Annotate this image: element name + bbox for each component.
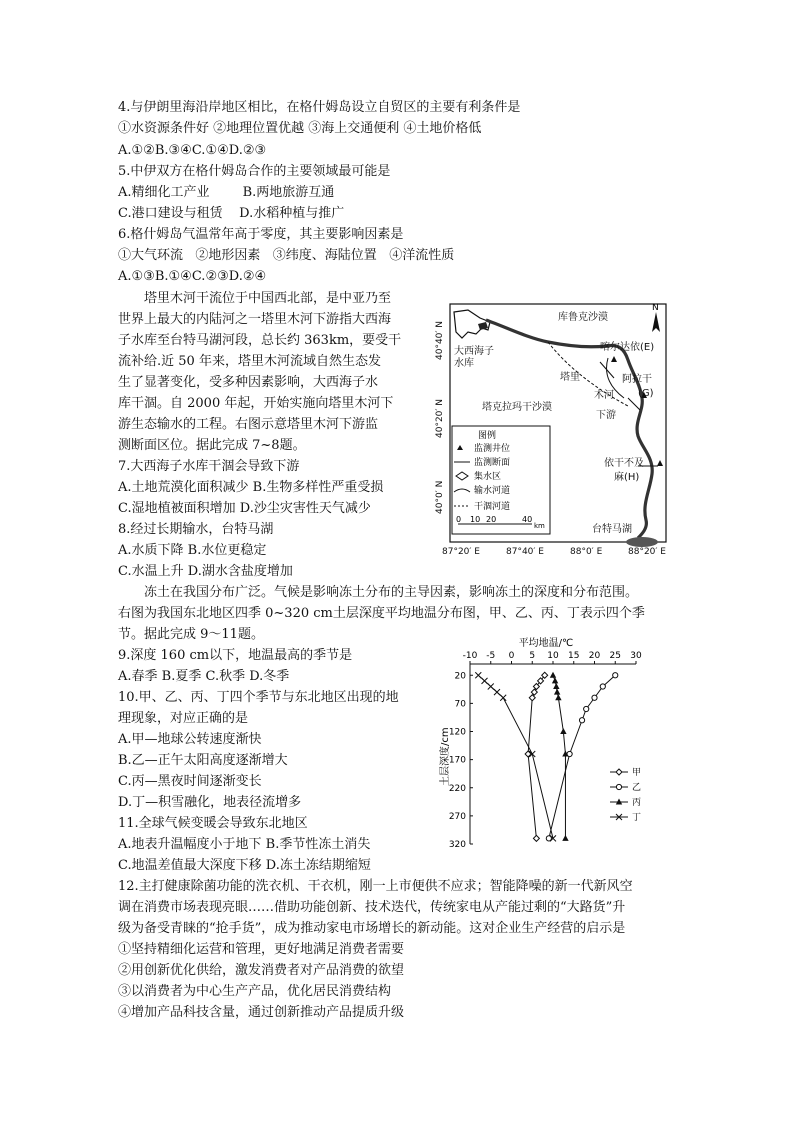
q10-stem-line2: 理现象，对应正确的是 xyxy=(118,711,249,726)
passage1-line3: 子水库至台特马湖河段，总长约 363km，要受干 xyxy=(118,333,402,348)
lat-label-3: 40°0′ N xyxy=(435,480,445,514)
label-station-h-1: 依干不及 xyxy=(604,458,644,469)
passage1-line4: 流补给.近 50 年来，塔里木河流域自然生态发 xyxy=(118,354,381,369)
q4-options: A.①②B.③④C.①④D.②③ xyxy=(118,143,267,158)
passage1-line6: 库干涸。自 2000 年起，开始实施向塔里木河下 xyxy=(118,396,394,411)
x-tick-label: 10 xyxy=(547,651,559,661)
legend-marker-0 xyxy=(616,769,622,775)
series-point-2 xyxy=(550,672,556,678)
q5-stem: 5.中伊双方在格什姆岛合作的主要领域最可能是 xyxy=(118,164,391,179)
q10-stem-line1: 10.甲、乙、丙、丁四个季节与东北地区出现的地 xyxy=(118,690,399,705)
label-station-g-2: (G) xyxy=(638,388,654,399)
q10-option-a: A.甲—地球公转速度渐快 xyxy=(118,732,262,747)
taitema-lake-shape xyxy=(626,537,658,547)
series-point-2 xyxy=(562,835,568,841)
x-tick-label: 30 xyxy=(630,651,642,661)
lat-label-2: 40°20′ N xyxy=(435,398,445,438)
north-label: N xyxy=(652,303,659,313)
legend-label-1: 乙 xyxy=(632,783,642,793)
q11-stem: 11.全球气候变暖会导致东北地区 xyxy=(118,816,308,831)
passage1-line7: 游生态输水的工程。右图示意塔里木河下游监 xyxy=(118,417,379,432)
lon-label-1: 87°20′ E xyxy=(442,547,480,557)
q12-option-1: ①坚持精细化运营和管理，更好地满足消费者需要 xyxy=(118,942,405,957)
q8-stem: 8.经过长期输水，台特马湖 xyxy=(118,522,274,537)
legend-item-section: 监测断面 xyxy=(474,458,511,468)
q12-stem-line2: 调在消费市场表现亮眼……借助功能创新、技术迭代，传统家电从产能过剩的“大路货”升 xyxy=(118,900,626,915)
series-point-3 xyxy=(500,695,506,701)
series-3 xyxy=(475,672,556,841)
passage2-line3: 节。据此完成 9～11题。 xyxy=(118,627,264,642)
q9-stem: 9.深度 160 cm以下，地温最高的季节是 xyxy=(118,648,353,663)
series-point-1 xyxy=(584,706,589,711)
chart-legend xyxy=(610,767,641,823)
label-station-g-1: 阿拉干 xyxy=(622,374,652,385)
series-point-2 xyxy=(560,728,566,734)
q6-stem: 6.格什姆岛气温常年高于零度，其主要影响因素是 xyxy=(118,227,404,242)
q10-option-b: B.乙—正午太阳高度逐渐增大 xyxy=(118,753,288,768)
series-point-2 xyxy=(555,694,561,700)
label-kuruk-desert: 库鲁克沙漠 xyxy=(558,312,608,323)
y-tick-label: 70 xyxy=(454,699,466,710)
label-taitema-lake: 台特马湖 xyxy=(592,524,632,535)
q9-options: A.春季 B.夏季 C.秋季 D.冬季 xyxy=(118,669,290,684)
q4-stem: 4.与伊朗里海沿岸地区相比，在格什姆岛设立自贸区的主要有利条件是 xyxy=(118,100,521,115)
q6-factors: ①大气环流 ②地形因素 ③纬度、海陆位置 ④洋流性质 xyxy=(118,248,455,263)
series-point-3 xyxy=(488,684,494,690)
legend-title: 图例 xyxy=(478,431,497,441)
x-tick-label: 15 xyxy=(568,651,580,661)
lon-label-3: 88°0′ E xyxy=(570,547,603,557)
q10-option-d: D.丁—积雪融化，地表径流增多 xyxy=(118,795,302,810)
y-tick-label: 270 xyxy=(448,811,466,822)
series-layer xyxy=(475,672,618,842)
legend-label-0: 甲 xyxy=(632,768,642,778)
series-point-2 xyxy=(554,689,560,695)
x-tick-label: 20 xyxy=(588,651,601,661)
y-tick-label: 170 xyxy=(448,755,466,766)
legend-marker-1 xyxy=(616,784,621,789)
q12-option-3: ③以消费者为中心生产产品，优化居民消费结构 xyxy=(118,984,392,999)
y-axis-label: 土层深度/cm xyxy=(440,727,451,786)
map-legend xyxy=(452,426,550,534)
series-2 xyxy=(550,672,569,841)
series-point-3 xyxy=(494,689,500,695)
lat-label-1: 40°40′ N xyxy=(435,320,445,360)
label-river-2: 木河 xyxy=(594,390,614,401)
scale-unit: km xyxy=(534,522,545,530)
q8-options-row2: C.水温上升 D.湖水含盐度增加 xyxy=(118,564,293,579)
q12-option-2: ②用创新优化供给，激发消费者对产品消费的欲望 xyxy=(118,963,405,978)
y-tick-labels xyxy=(449,671,473,850)
soil-temperature-chart xyxy=(436,636,658,858)
q12-stem-line3: 级为备受青睐的“抢手货”，成为推动家电市场增长的新动能。这对企业生产经营的启示是 xyxy=(118,921,626,936)
q12-stem-line1: 12.主打健康除菌功能的洗衣机、干衣机，刚一上市便供不应求；智能降噪的新一代新风空 xyxy=(118,879,633,894)
passage1-line1: 塔里木河干流位于中国西北部，是中亚乃至 xyxy=(144,291,392,306)
series-line-3 xyxy=(478,675,553,838)
series-0 xyxy=(525,672,548,841)
label-reservoir-2: 水库 xyxy=(454,358,474,369)
passage2-line2: 右图为我国东北地区四季 0~320 cm土层深度平均地温分布图，甲、乙、丙、丁表示四个季 xyxy=(118,606,645,621)
series-point-2 xyxy=(552,677,558,683)
legend-label-2: 丙 xyxy=(632,798,642,808)
q11-options-row2: C.地温差值最大深度下移 D.冻土冻结期缩短 xyxy=(118,858,371,873)
x-tick-label: 0 xyxy=(508,651,515,661)
q11-options-row1: A.地表升温幅度小于地下 B.季节性冻土消失 xyxy=(118,837,371,852)
scale-20: 20 xyxy=(486,515,497,524)
x-tick-label: 5 xyxy=(529,651,536,661)
series-point-1 xyxy=(592,695,597,700)
y-tick-label: 220 xyxy=(448,783,466,794)
legend-item-well: 监测井位 xyxy=(474,444,511,454)
passage1-line2: 世界上最大的内陆河之一塔里木河下游指大西海 xyxy=(118,312,392,327)
label-river-3: 下游 xyxy=(596,410,616,421)
q7-options-row2: C.湿地植被面积增加 D.沙尘灾害性天气减少 xyxy=(118,501,371,516)
passage2-line1: 冻土在我国分布广泛。气候是影响冻土分布的主导因素，影响冻土的深度和分布范围。 xyxy=(144,585,639,600)
label-taklamakan-desert: 塔克拉玛干沙漠 xyxy=(482,402,552,413)
q7-stem: 7.大西海子水库干涸会导致下游 xyxy=(118,459,300,474)
legend-label-3: 丁 xyxy=(632,813,642,823)
y-tick-label: 320 xyxy=(448,840,466,850)
series-point-0 xyxy=(533,835,539,841)
q7-options-row1: A.土地荒漠化面积减少 B.生物多样性严重受损 xyxy=(118,480,384,495)
series-point-1 xyxy=(600,684,605,689)
lon-label-2: 87°40′ E xyxy=(506,547,544,557)
x-tick-label: 25 xyxy=(609,651,621,661)
q5-options-row1: A.精细化工产业 B.两地旅游互通 xyxy=(118,185,335,200)
x-tick-labels xyxy=(463,651,642,664)
q8-options-row1: A.水质下降 B.水位更稳定 xyxy=(118,543,267,558)
legend-item-collection: 集水区 xyxy=(474,472,502,482)
scale-0: 0 xyxy=(456,515,462,524)
label-reservoir-1: 大西海子 xyxy=(454,346,494,357)
q5-options-row2: C.港口建设与租赁 D.水稻种植与推广 xyxy=(118,206,345,221)
series-point-1 xyxy=(579,718,584,723)
label-station-h-2: 麻(H) xyxy=(614,472,640,483)
passage1-line5: 生了显著变化，受多种因素影响，大西海子水 xyxy=(118,375,379,390)
legend-item-channel: 输水河道 xyxy=(474,486,511,496)
q6-options: A.①③B.①④C.②③D.②④ xyxy=(118,269,267,284)
scale-40: 40 xyxy=(522,515,533,524)
chart-title: 平均地温/℃ xyxy=(518,638,574,649)
series-point-2 xyxy=(553,683,559,689)
label-river-1: 塔里 xyxy=(560,372,580,383)
lon-label-4: 88°20′ E xyxy=(628,547,666,557)
series-point-1 xyxy=(613,673,618,678)
y-tick-label: 20 xyxy=(454,671,466,682)
scale-10: 10 xyxy=(470,515,481,524)
x-tick-label: -5 xyxy=(486,651,496,661)
label-station-e: 喀尔达依(E) xyxy=(600,342,655,353)
q4-conditions: ①水资源条件好 ②地理位置优越 ③海上交通便利 ④土地价格低 xyxy=(118,121,482,136)
legend-item-dry: 干涸河道 xyxy=(474,502,511,512)
y-tick-label: 120 xyxy=(448,727,466,738)
series-point-3 xyxy=(475,672,481,678)
passage1-line8: 测断面区位。据此完成 7~8题。 xyxy=(118,438,306,453)
series-point-3 xyxy=(482,678,488,684)
tarim-river-map xyxy=(428,298,682,560)
q10-option-c: C.丙—黑夜时间逐渐变长 xyxy=(118,774,262,789)
x-tick-label: -10 xyxy=(462,651,478,661)
q12-option-4: ④增加产品科技含量，通过创新推动产品提质升级 xyxy=(118,1005,405,1020)
